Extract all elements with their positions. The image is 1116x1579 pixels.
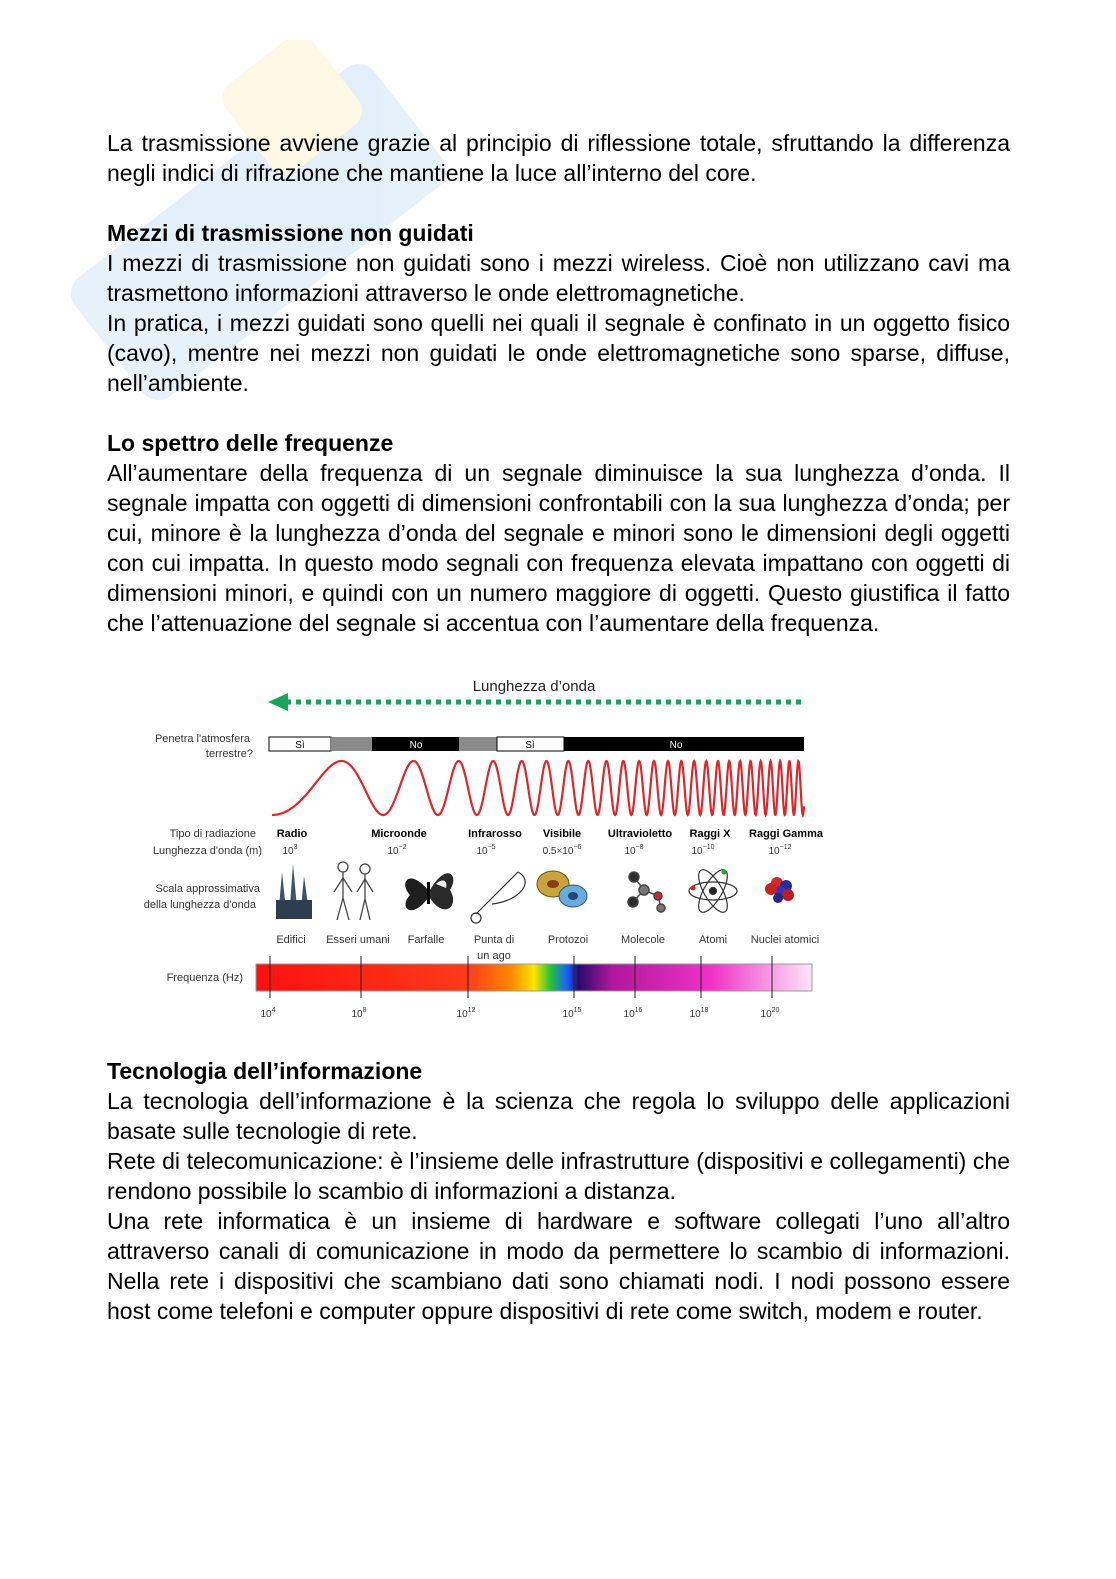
it-paragraph-1: La tecnologia dell’informazione è la scienza che regola lo sviluppo delle applicazioni basate sulle tecnologie di rete. [107,1088,1010,1144]
frequency-tick-1e8: $10^8$ [351,1007,367,1020]
wavelength-m-label: Lunghezza d'onda (m) [152,845,262,857]
radiation-wl-radio: $10^3$ [282,844,298,857]
it-paragraph-2: Rete di telecomunicazione: è l’insieme delle infrastrutture (dispositivi e collegamenti) che rendono possibile lo scambio di informazioni a distanza. [107,1148,1010,1204]
scale-label-line2: della lunghezza d'onda [143,899,256,911]
radiation-wl-microwave: $10^{-2}$ [387,844,407,857]
humans-icon [334,862,373,920]
scale-needle-line2: un ago [477,950,511,962]
radiation-type-label: Tipo di radiazione [169,828,256,840]
spectrum-paragraph: All’aumentare della frequenza di un segnale diminuisce la sua lunghezza d’onda. Il segnale impatta con oggetti di dimensioni confrontabili con la sua lunghezza d’onda; per cui, minore è la lunghezza d’onda del segnale e minori sono le dimensioni degli oggetti con cui impatta. In questo modo segnali con frequenza elevata impattano con oggetti di dimensioni minori, e quindi con un numero maggiore di oggetti. Questo giustifica il fatto che l’attenuazione del segnale si accentua con l’aumentare della frequenza. [107,460,1010,636]
molecules-icon [628,872,665,912]
radiation-types [277,828,824,857]
atmosphere-segment-grey-1 [331,737,372,751]
frequency-tick-labels [260,1007,779,1020]
frequency-tick-1e15: $10^{15}$ [562,1007,582,1020]
scale-humans: Esseri umani [326,934,390,946]
atom-icon [689,866,737,917]
scale-protozoa: Protozoi [547,934,589,946]
spectrum-figure [140,676,840,1026]
radiation-wl-visible: $0.5\times 10^{-6}$ [542,844,582,857]
radiation-name-xray: Raggi X [689,828,731,840]
scale-needle-line1: Punta di [473,934,515,946]
scale-molecules: Molecole [620,934,666,946]
atmosphere-segment-no-2 [564,737,804,751]
main-text [107,128,1010,638]
frequency-tick-1e4: $10^4$ [260,1007,276,1020]
radiation-wl-infrared: $10^{-5}$ [476,844,496,857]
scale-butterflies: Farfalle [407,934,445,946]
needle-icon [471,872,525,923]
heading-frequency-spectrum: Lo spettro delle frequenze [107,430,394,456]
atmosphere-yes-2: Sì [525,740,535,751]
atmosphere-yes-1: Sì [295,740,305,751]
wavelength-arrow-label: Lunghezza d’onda [472,678,596,695]
radiation-name-radio: Radio [276,828,308,840]
radiation-name-microwave: Microonde [371,828,427,840]
scale-nuclei: Nuclei atomici [750,934,820,946]
scale-buildings: Edifici [276,934,306,946]
radiation-wl-xray: $10^{-10}$ [691,844,715,857]
atmosphere-no-2: No [669,740,683,751]
heading-unguided-media: Mezzi di trasmissione non guidati [107,220,474,246]
frequency-tick-1e12: $10^{12}$ [456,1007,476,1020]
heading-information-technology: Tecnologia dell’informazione [107,1058,423,1084]
butterfly-icon [405,873,453,910]
it-paragraph-3: Una rete informatica è un insieme di hardware e software collegati l’uno all’altro attraverso canali di comunicazione in modo da permettere lo scambio di informazioni. Nella rete i dispositivi che scambiano dati sono chiamati nodi. I nodi possono essere host come telefoni e computer oppure dispositivi di rete come switch, modem e router. [107,1208,1010,1324]
scale-object-labels [276,934,819,962]
intro-paragraph: La trasmissione avviene grazie al principio di riflessione totale, sfruttando la differenza negli indici di rifrazione che mantiene la luce all’interno del core. [107,130,1010,186]
scale-atoms: Atomi [698,934,728,946]
frequency-tick-1e18: $10^{18}$ [689,1007,709,1020]
unguided-paragraph-2: In pratica, i mezzi guidati sono quelli nei quali il segnale è confinato in un oggetto fisico (cavo), mentre nei mezzi non guidati le onde elettromagnetiche sono sparse, diffuse, nell’ambiente. [107,310,1010,396]
radiation-wl-uv: $10^{-8}$ [624,844,644,857]
wavelength-wave [272,761,804,815]
atmosphere-segment-grey-2 [459,737,497,751]
radiation-name-visible: Visibile [542,828,582,840]
radiation-wl-gamma: $10^{-12}$ [768,844,792,857]
radiation-name-uv: Ultravioletto [607,828,673,840]
spectrum-diagram [140,676,840,1026]
radiation-name-gamma: Raggi Gamma [749,828,823,840]
unguided-paragraph-1: I mezzi di trasmissione non guidati sono i mezzi wireless. Cioè non utilizzano cavi ma trasmettono informazioni attraverso le onde elettromagnetiche. [107,250,1010,306]
frequency-tick-1e20: $10^{20}$ [760,1007,780,1020]
atmosphere-label-line1: Penetra l'atmosfera [154,733,250,745]
frequency-color-bar [256,964,812,991]
section-information-technology [107,1056,1010,1326]
atmosphere-label-line2: terrestre? [205,748,253,760]
radiation-name-infrared: Infrarosso [468,828,522,840]
protozoa-icon [537,871,587,907]
atmosphere-bar [269,737,804,751]
buildings-icon [276,864,312,919]
atmosphere-no-1: No [409,740,423,751]
frequency-label: Frequenza (Hz) [166,972,243,984]
atomic-nucleus-icon [765,877,794,903]
frequency-tick-1e16: $10^{16}$ [623,1007,643,1020]
scale-label-line1: Scala approssimativa [155,883,260,895]
wavelength-arrow-head [268,693,288,711]
